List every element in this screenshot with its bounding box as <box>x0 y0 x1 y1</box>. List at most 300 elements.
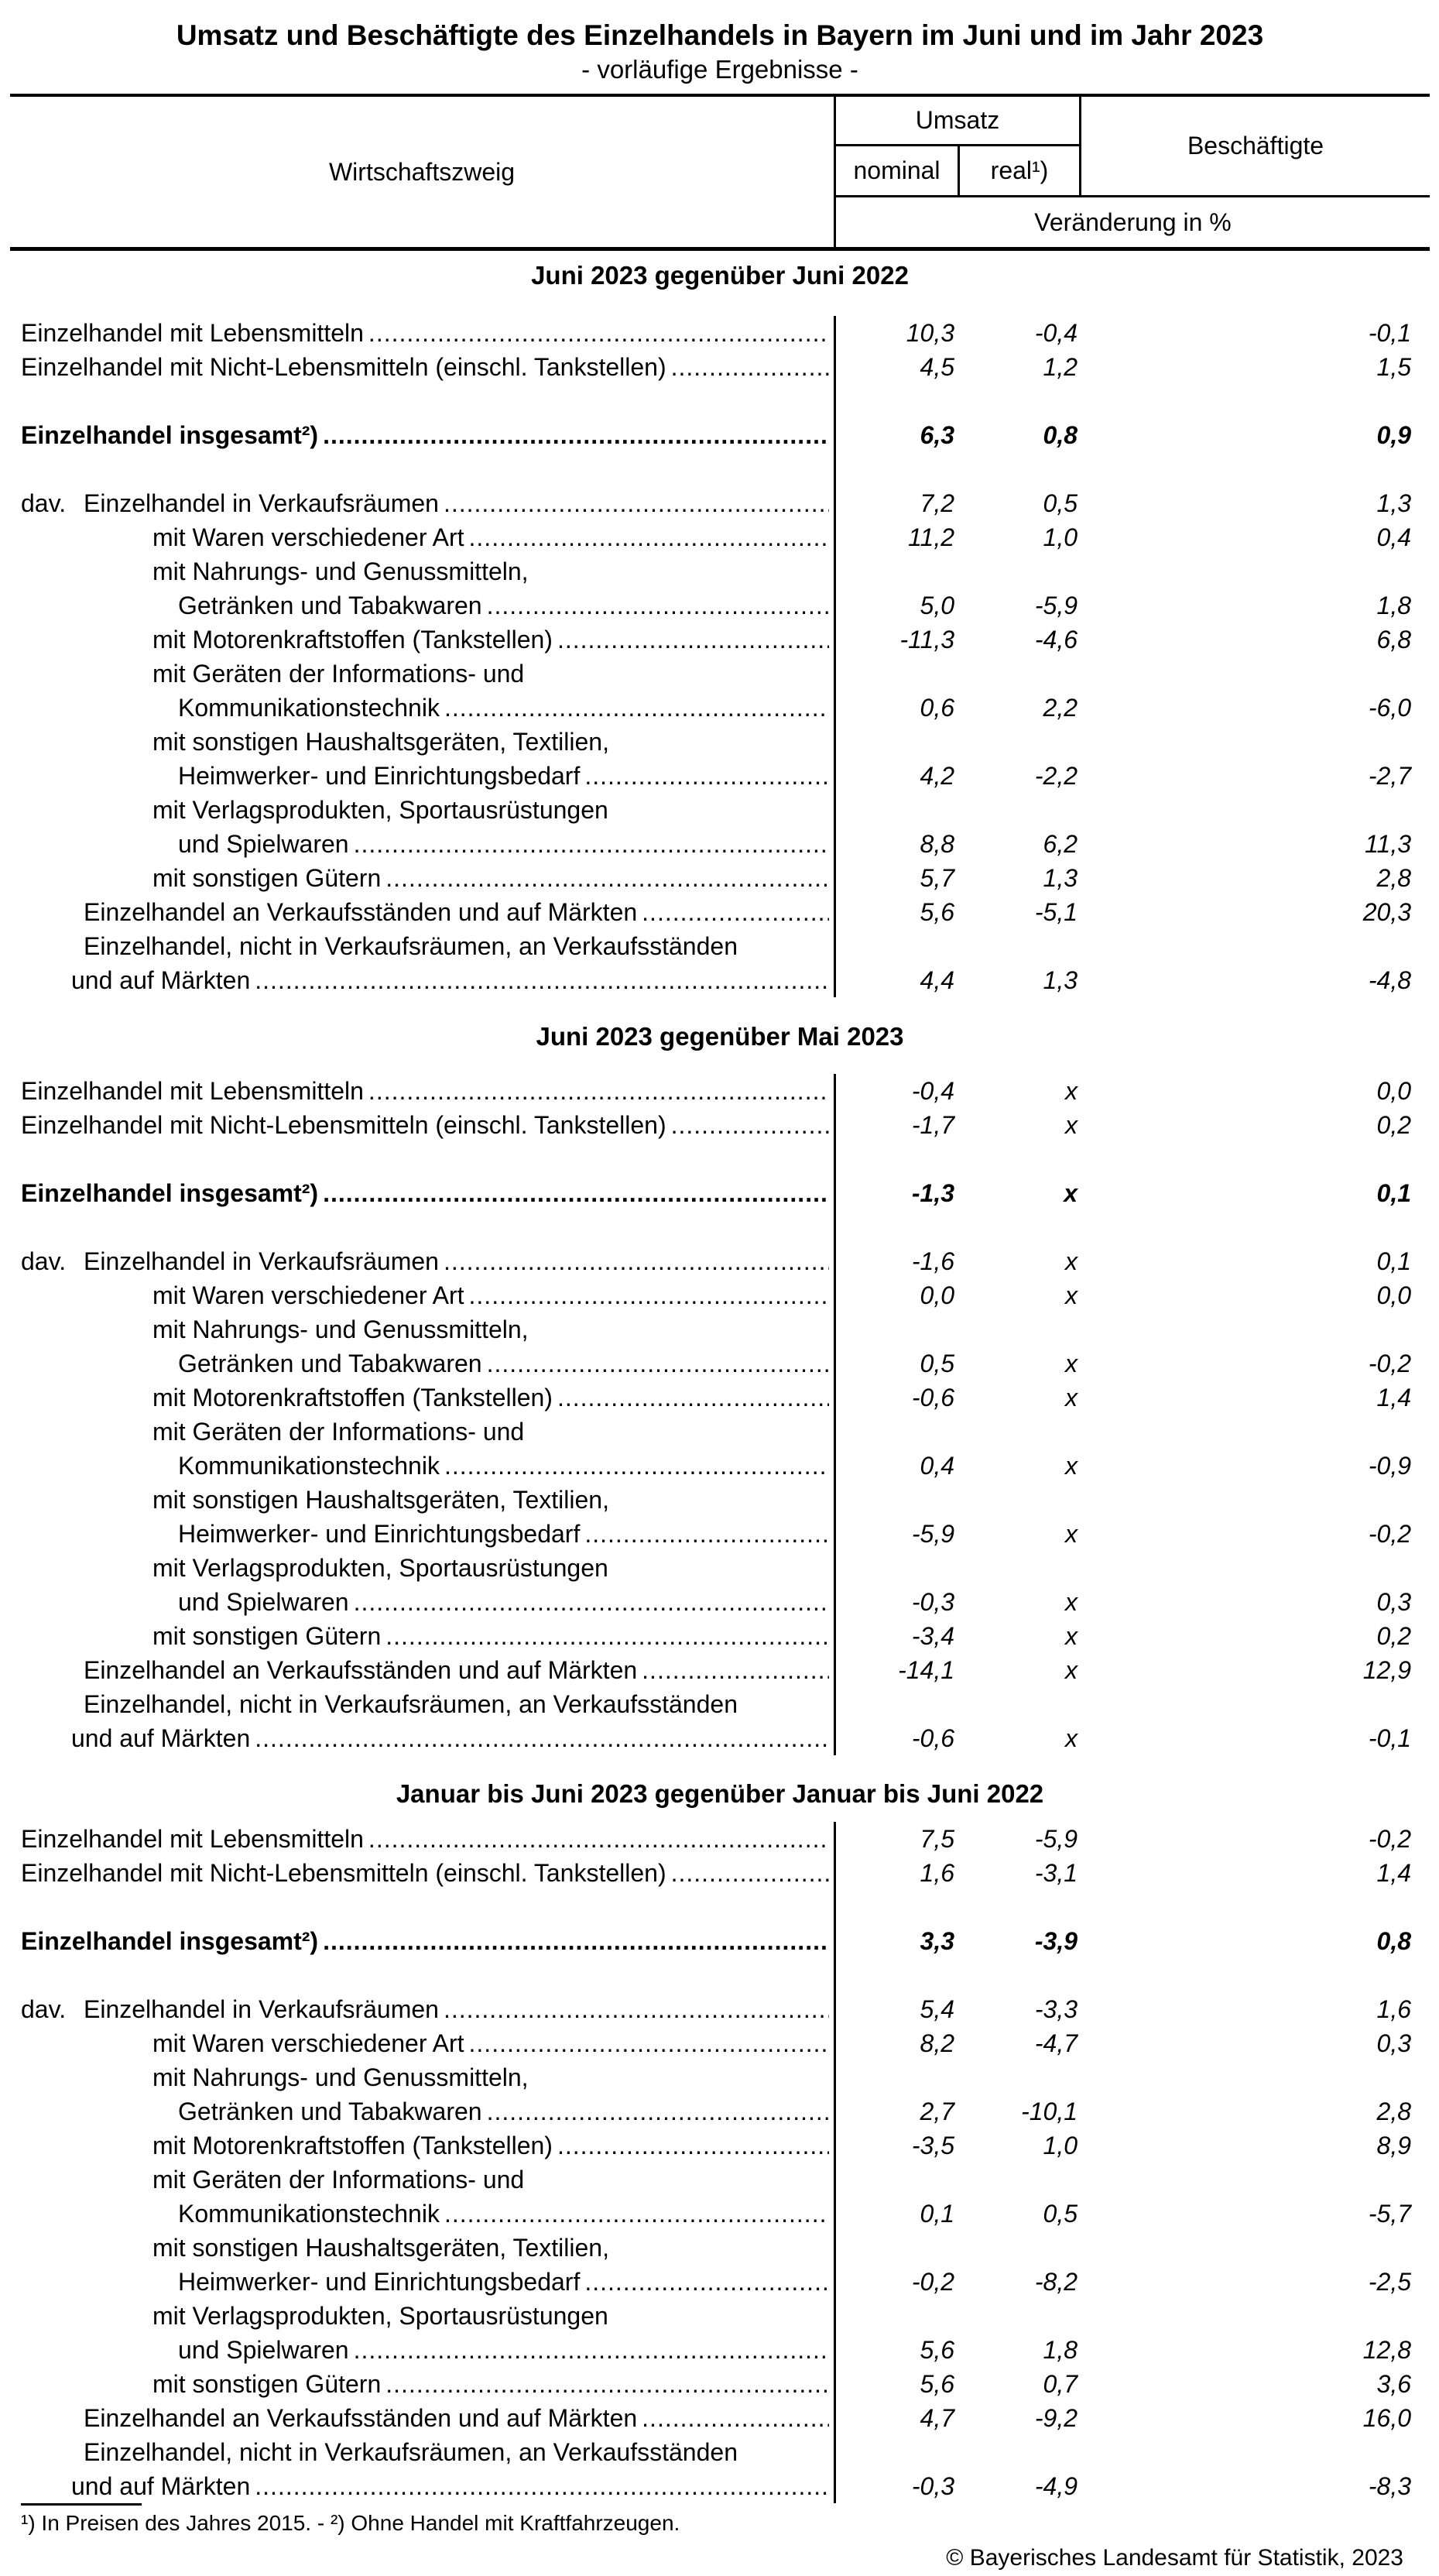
value-nominal: 0,4 <box>920 1452 954 1480</box>
row-label: mit Geräten der Informations- und <box>152 660 525 688</box>
row-label: mit Geräten der Informations- und <box>152 1418 525 1446</box>
dot-leader <box>642 895 829 929</box>
value-nominal: 0,5 <box>920 1350 954 1377</box>
dot-leader <box>444 1992 829 2026</box>
table-row <box>10 2026 1430 2060</box>
indent-spacer <box>10 759 178 793</box>
table-row <box>10 2333 1430 2367</box>
dot-leader <box>469 520 829 554</box>
value-nominal: -0,6 <box>911 1724 954 1752</box>
spacer-row <box>10 384 1430 418</box>
value-nominal <box>836 1958 960 1992</box>
value-real: x <box>1065 1724 1078 1752</box>
value-nominal <box>836 657 960 691</box>
row-label-cell <box>10 861 836 895</box>
value-beschaeftigte: 0,0 <box>1376 1077 1411 1105</box>
value-beschaeftigte: -8,3 <box>1368 2472 1411 2500</box>
row-label: Heimwerker- und Einrichtungsbedarf <box>178 762 581 790</box>
row-label-cell <box>10 691 836 725</box>
indent-spacer <box>10 554 152 588</box>
value-nominal: 4,5 <box>920 353 954 381</box>
value-nominal: 4,7 <box>920 2404 954 2432</box>
row-label-cell <box>10 384 836 418</box>
dot-leader <box>444 691 829 725</box>
dot-leader <box>469 1278 829 1312</box>
table-section <box>10 1777 1430 2503</box>
value-nominal <box>836 1687 960 1721</box>
row-label-cell <box>10 1822 836 1856</box>
table-row <box>10 2401 1430 2435</box>
row-label-cell <box>10 1958 836 1992</box>
row-label-cell <box>10 2435 836 2469</box>
row-label: Einzelhandel mit Lebensmitteln <box>21 319 364 347</box>
value-beschaeftigte: 0,3 <box>1376 2029 1411 2057</box>
indent-spacer <box>10 1822 21 1856</box>
value-real <box>960 657 1081 691</box>
dot-leader <box>584 1517 829 1551</box>
value-beschaeftigte <box>1081 2435 1430 2469</box>
value-real: x <box>1065 1077 1078 1105</box>
value-beschaeftigte: 0,0 <box>1376 1281 1411 1309</box>
row-label-cell <box>10 1381 836 1415</box>
indent-spacer <box>10 2128 152 2163</box>
col-header-nominal: nominal <box>836 146 960 197</box>
indent-spacer <box>10 1483 152 1517</box>
indent-spacer <box>10 418 21 452</box>
row-label-cell <box>10 554 836 588</box>
row-label: mit Motorenkraftstoffen (Tankstellen) <box>152 2132 553 2159</box>
footnote-divider <box>21 2503 142 2506</box>
dot-leader <box>642 2401 829 2435</box>
value-beschaeftigte: 1,8 <box>1376 592 1411 619</box>
value-beschaeftigte: 3,6 <box>1376 2370 1411 2398</box>
table-row <box>10 1074 1430 1108</box>
indent-spacer <box>10 2333 178 2367</box>
row-label: und Spielwaren <box>178 830 349 858</box>
dot-leader <box>557 623 829 657</box>
table-row <box>10 861 1430 895</box>
row-label: Kommunikationstechnik <box>178 2200 440 2228</box>
indent-spacer <box>10 1721 71 1755</box>
value-beschaeftigte <box>1081 1415 1430 1449</box>
table-row <box>10 1822 1430 1856</box>
indent-spacer <box>10 1108 21 1142</box>
indent-spacer <box>10 2026 152 2060</box>
row-label: Einzelhandel mit Lebensmitteln <box>21 1825 364 1853</box>
dot-leader <box>487 588 829 623</box>
indent-spacer <box>10 793 152 827</box>
row-label: mit sonstigen Gütern <box>152 2370 382 2398</box>
dot-leader <box>323 1176 829 1210</box>
indent-spacer <box>10 1415 152 1449</box>
indent-spacer <box>10 1619 152 1653</box>
row-label: Einzelhandel an Verkaufsständen und auf Märkten <box>84 1656 638 1684</box>
table-row <box>10 520 1430 554</box>
table-row <box>10 554 1430 588</box>
value-real: -3,9 <box>1034 1927 1078 1955</box>
row-label-cell <box>10 1312 836 1346</box>
value-real: -5,1 <box>1034 898 1078 926</box>
value-beschaeftigte <box>1081 1958 1430 1992</box>
indent-spacer <box>10 2299 152 2333</box>
value-real: -3,3 <box>1034 1995 1078 2023</box>
value-beschaeftigte: -6,0 <box>1368 694 1411 722</box>
value-beschaeftigte: 1,4 <box>1376 1859 1411 1887</box>
row-label: Getränken und Tabakwaren <box>178 1350 482 1377</box>
table-row <box>10 2299 1430 2333</box>
value-real <box>960 725 1081 759</box>
section-heading: Januar bis Juni 2023 gegenüber Januar bis Juni 2022 <box>396 1779 1044 1808</box>
value-beschaeftigte <box>1081 2060 1430 2094</box>
value-nominal: 1,6 <box>920 1859 954 1887</box>
value-real: -5,9 <box>1034 592 1078 619</box>
row-label-cell <box>10 2299 836 2333</box>
value-beschaeftigte: 0,3 <box>1376 1588 1411 1616</box>
value-nominal <box>836 2231 960 2265</box>
row-label-cell <box>10 929 836 963</box>
value-real <box>960 929 1081 963</box>
value-real <box>960 2163 1081 2197</box>
table-row <box>10 793 1430 827</box>
value-nominal <box>836 2060 960 2094</box>
row-label-cell <box>10 588 836 623</box>
value-beschaeftigte: -0,2 <box>1368 1350 1411 1377</box>
row-prefix: dav. <box>21 1995 67 2023</box>
table-row <box>10 1619 1430 1653</box>
indent-spacer <box>10 827 178 861</box>
row-label-cell <box>10 2265 836 2299</box>
dot-leader <box>469 2026 829 2060</box>
value-nominal: -0,4 <box>911 1077 954 1105</box>
table-row <box>10 725 1430 759</box>
row-label: und auf Märkten <box>71 2472 251 2500</box>
row-label-cell <box>10 1346 836 1381</box>
value-beschaeftigte <box>1081 554 1430 588</box>
value-real: x <box>1065 1622 1078 1650</box>
value-beschaeftigte <box>1081 929 1430 963</box>
table-row <box>10 895 1430 929</box>
row-label: mit Nahrungs- und Genussmitteln, <box>152 1315 529 1343</box>
value-real: 1,0 <box>1043 523 1078 551</box>
value-beschaeftigte: -0,9 <box>1368 1452 1411 1480</box>
row-label: Getränken und Tabakwaren <box>178 592 482 619</box>
indent-spacer <box>10 1278 152 1312</box>
value-nominal: -0,2 <box>911 2268 954 2296</box>
row-label-cell <box>10 2060 836 2094</box>
value-beschaeftigte <box>1081 657 1430 691</box>
row-label-cell <box>10 316 836 350</box>
row-label: mit Waren verschiedener Art <box>152 523 464 551</box>
indent-spacer <box>10 1551 152 1585</box>
row-label: Einzelhandel, nicht in Verkaufsräumen, an Verkaufsständen <box>84 932 738 960</box>
value-real <box>960 384 1081 418</box>
table-section <box>10 259 1430 997</box>
table-row <box>10 623 1430 657</box>
row-label-cell <box>10 2231 836 2265</box>
value-real: 0,8 <box>1043 421 1078 449</box>
value-nominal <box>836 793 960 827</box>
footnote: ¹) In Preisen des Jahres 2015. - ²) Ohne Handel mit Kraftfahrzeugen. <box>21 2511 680 2535</box>
indent-spacer <box>10 1924 21 1958</box>
row-label-cell <box>10 1585 836 1619</box>
value-nominal <box>836 1551 960 1585</box>
row-label: Einzelhandel an Verkaufsständen und auf Märkten <box>84 2404 638 2432</box>
value-nominal: 0,1 <box>920 2200 954 2228</box>
dot-leader <box>354 2333 829 2367</box>
indent-spacer <box>10 1856 21 1890</box>
page-title: Umsatz und Beschäftigte des Einzelhandels in Bayern im Juni und im Jahr 2023 <box>176 19 1264 51</box>
value-real <box>960 1890 1081 1924</box>
value-nominal: -0,6 <box>911 1384 954 1411</box>
value-beschaeftigte: 20,3 <box>1362 898 1411 926</box>
dot-leader <box>444 1244 829 1278</box>
row-label-cell <box>10 2333 836 2367</box>
dot-leader <box>255 1721 829 1755</box>
section-heading: Juni 2023 gegenüber Juni 2022 <box>531 261 909 290</box>
row-label-cell <box>10 2094 836 2128</box>
row-label: Einzelhandel mit Lebensmitteln <box>21 1077 364 1105</box>
table-row <box>10 2367 1430 2401</box>
value-real: 0,5 <box>1043 2200 1078 2228</box>
row-label: Einzelhandel in Verkaufsräumen <box>84 1247 439 1275</box>
value-real <box>960 1210 1081 1244</box>
value-real <box>960 2299 1081 2333</box>
indent-spacer <box>10 657 152 691</box>
indent-spacer <box>10 350 21 384</box>
value-beschaeftigte: 8,9 <box>1376 2132 1411 2159</box>
value-nominal: 4,4 <box>920 966 954 994</box>
indent-spacer <box>10 2094 178 2128</box>
value-real: 1,2 <box>1043 353 1078 381</box>
value-nominal: -3,5 <box>911 2132 954 2159</box>
row-label: mit sonstigen Haushaltsgeräten, Textilien, <box>152 2234 609 2262</box>
value-beschaeftigte <box>1081 452 1430 486</box>
indent-spacer <box>10 691 178 725</box>
row-label: Einzelhandel in Verkaufsräumen <box>84 1995 439 2023</box>
value-real <box>960 1312 1081 1346</box>
value-beschaeftigte: 0,8 <box>1376 1927 1411 1955</box>
table-row <box>10 2469 1430 2503</box>
value-real: x <box>1065 1452 1078 1480</box>
value-real <box>960 1142 1081 1176</box>
value-beschaeftigte <box>1081 1142 1430 1176</box>
row-label-cell <box>10 827 836 861</box>
row-label-cell <box>10 2163 836 2197</box>
value-beschaeftigte: 16,0 <box>1362 2404 1411 2432</box>
value-nominal: 7,5 <box>920 1825 954 1853</box>
value-nominal: 0,6 <box>920 694 954 722</box>
value-real: x <box>1065 1350 1078 1377</box>
value-real <box>960 1687 1081 1721</box>
dot-leader <box>323 418 829 452</box>
row-label-cell <box>10 1074 836 1108</box>
table-row <box>10 1415 1430 1449</box>
value-nominal: 5,0 <box>920 592 954 619</box>
value-beschaeftigte: -2,7 <box>1368 762 1411 790</box>
table-row <box>10 1346 1430 1381</box>
row-label: Einzelhandel insgesamt²) <box>21 1927 319 1955</box>
value-nominal: -1,3 <box>911 1179 954 1207</box>
indent-spacer <box>10 2231 152 2265</box>
row-label: Heimwerker- und Einrichtungsbedarf <box>178 2268 581 2296</box>
value-nominal <box>836 384 960 418</box>
row-prefix: dav. <box>21 489 67 517</box>
col-header-veraenderung: Veränderung in % <box>1034 208 1232 236</box>
table-body <box>10 259 1430 2503</box>
row-label-cell <box>10 1924 836 1958</box>
table-row <box>10 1517 1430 1551</box>
value-beschaeftigte <box>1081 1890 1430 1924</box>
table-row <box>10 486 1430 520</box>
value-nominal: -1,6 <box>911 1247 954 1275</box>
row-label: mit Waren verschiedener Art <box>152 1281 464 1309</box>
table-row <box>10 1108 1430 1142</box>
value-nominal: 8,2 <box>920 2029 954 2057</box>
row-label-cell <box>10 895 836 929</box>
row-label: mit Verlagsprodukten, Sportausrüstungen <box>152 1554 608 1582</box>
row-label-cell <box>10 1278 836 1312</box>
dot-leader <box>385 1619 829 1653</box>
row-label-cell <box>10 1244 836 1278</box>
table-header <box>10 94 1430 251</box>
indent-spacer <box>10 2469 71 2503</box>
value-nominal <box>836 1890 960 1924</box>
value-real <box>960 793 1081 827</box>
value-real <box>960 2435 1081 2469</box>
dot-leader <box>444 2197 829 2231</box>
dot-leader <box>557 2128 829 2163</box>
dot-leader <box>584 759 829 793</box>
row-label: und Spielwaren <box>178 1588 349 1616</box>
value-nominal: -0,3 <box>911 2472 954 2500</box>
value-nominal <box>836 1483 960 1517</box>
row-label-cell <box>10 2197 836 2231</box>
row-label-cell <box>10 520 836 554</box>
row-label: Kommunikationstechnik <box>178 1452 440 1480</box>
table-row <box>10 1312 1430 1346</box>
table-row <box>10 2231 1430 2265</box>
dot-leader <box>255 963 829 997</box>
value-real: -2,2 <box>1034 762 1078 790</box>
row-label-cell <box>10 1619 836 1653</box>
row-label-cell <box>10 725 836 759</box>
row-label-cell <box>10 418 836 452</box>
value-real: -0,4 <box>1034 319 1078 347</box>
value-beschaeftigte: 6,8 <box>1376 626 1411 653</box>
table-row <box>10 2128 1430 2163</box>
table-row <box>10 588 1430 623</box>
value-nominal: 6,3 <box>920 421 954 449</box>
table-row <box>10 2094 1430 2128</box>
value-beschaeftigte: -2,5 <box>1368 2268 1411 2296</box>
row-prefix: dav. <box>21 1247 67 1275</box>
row-label-cell <box>10 1687 836 1721</box>
row-label: Einzelhandel insgesamt²) <box>21 421 319 449</box>
table-row <box>10 316 1430 350</box>
row-label-cell <box>10 452 836 486</box>
value-nominal: -0,3 <box>911 1588 954 1616</box>
value-real: -9,2 <box>1034 2404 1078 2432</box>
row-label-cell <box>10 1210 836 1244</box>
row-label-cell <box>10 1108 836 1142</box>
col-header-beschaeftigte: Beschäftigte <box>1081 97 1430 197</box>
value-beschaeftigte <box>1081 2299 1430 2333</box>
value-nominal <box>836 2435 960 2469</box>
col-header-wirtschaftszweig: Wirtschaftszweig <box>10 97 836 247</box>
dot-leader <box>354 827 829 861</box>
value-beschaeftigte: 0,4 <box>1376 523 1411 551</box>
value-real: 1,0 <box>1043 2132 1078 2159</box>
table-container <box>10 19 1430 2574</box>
value-beschaeftigte: 1,5 <box>1376 353 1411 381</box>
value-beschaeftigte: 2,8 <box>1376 2098 1411 2125</box>
indent-spacer <box>10 1381 152 1415</box>
value-real: x <box>1065 1281 1078 1309</box>
row-label-cell <box>10 350 836 384</box>
dot-leader <box>444 1449 829 1483</box>
dot-leader <box>444 486 829 520</box>
table-row <box>10 1687 1430 1721</box>
indent-spacer <box>10 2435 84 2469</box>
value-real: -5,9 <box>1034 1825 1078 1853</box>
row-label: mit sonstigen Haushaltsgeräten, Textilien, <box>152 728 609 756</box>
table-row <box>10 963 1430 997</box>
row-label: Einzelhandel mit Nicht-Lebensmitteln (einschl. Tankstellen) <box>21 353 666 381</box>
row-label-cell <box>10 2469 836 2503</box>
value-real: 0,7 <box>1043 2370 1078 2398</box>
table-row <box>10 759 1430 793</box>
value-nominal <box>836 725 960 759</box>
value-real: x <box>1065 1656 1078 1684</box>
row-label: mit Verlagsprodukten, Sportausrüstungen <box>152 796 608 824</box>
indent-spacer <box>10 2197 178 2231</box>
row-label: Einzelhandel insgesamt²) <box>21 1179 319 1207</box>
table-section <box>10 1020 1430 1755</box>
row-label: mit Waren verschiedener Art <box>152 2029 464 2057</box>
value-nominal <box>836 554 960 588</box>
indent-spacer <box>10 2401 84 2435</box>
spacer-row <box>10 1890 1430 1924</box>
value-nominal: 2,7 <box>920 2098 954 2125</box>
indent-spacer <box>10 725 152 759</box>
section-rows <box>10 316 1430 997</box>
indent-spacer <box>10 1346 178 1381</box>
dot-leader <box>385 2367 829 2401</box>
table-row <box>10 1449 1430 1483</box>
value-real: x <box>1065 1111 1078 1139</box>
dot-leader <box>368 316 829 350</box>
table-row <box>10 1924 1430 1958</box>
row-label: mit Motorenkraftstoffen (Tankstellen) <box>152 626 553 653</box>
dot-leader <box>385 861 829 895</box>
table-row <box>10 1721 1430 1755</box>
table-row <box>10 1653 1430 1687</box>
spacer-row <box>10 1210 1430 1244</box>
row-label: Kommunikationstechnik <box>178 694 440 722</box>
row-label-cell <box>10 793 836 827</box>
value-beschaeftigte: 2,8 <box>1376 864 1411 892</box>
dot-leader <box>323 1924 829 1958</box>
indent-spacer <box>10 1176 21 1210</box>
row-label-cell <box>10 2367 836 2401</box>
value-beschaeftigte <box>1081 384 1430 418</box>
row-label-cell <box>10 1176 836 1210</box>
indent-spacer <box>10 588 178 623</box>
value-real <box>960 1415 1081 1449</box>
value-beschaeftigte <box>1081 1312 1430 1346</box>
col-header-umsatz: Umsatz <box>836 97 1081 146</box>
value-beschaeftigte: 0,2 <box>1376 1111 1411 1139</box>
